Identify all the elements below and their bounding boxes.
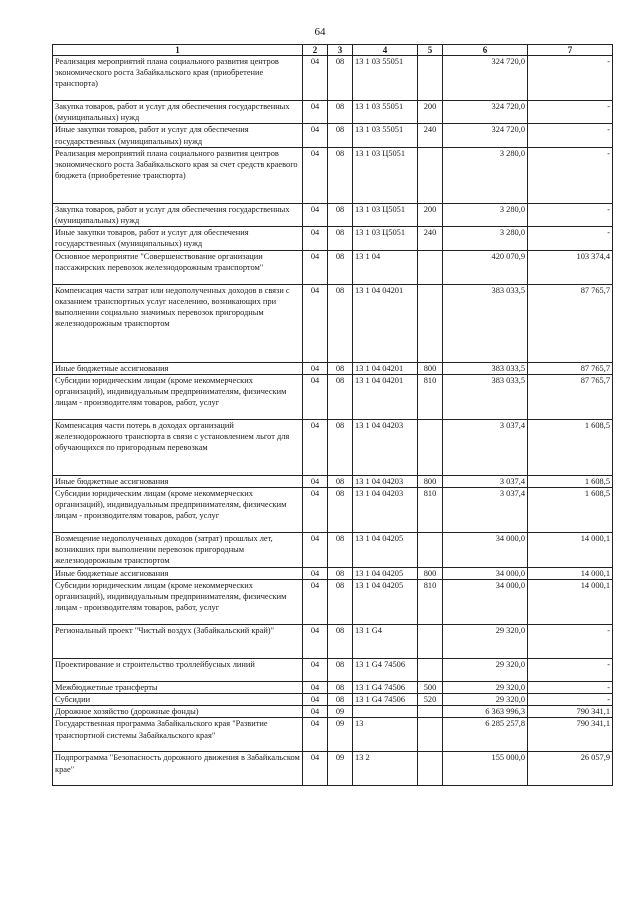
cell-target-article: 13 1 03 Ц5051 <box>353 147 418 203</box>
cell-target-article: 13 1 03 55051 <box>353 124 418 147</box>
cell-section: 04 <box>303 488 328 533</box>
cell-expense-type: 800 <box>418 362 443 374</box>
cell-item-name: Подпрограмма "Безопасность дорожного движения в Забайкальском крае" <box>53 752 303 786</box>
cell-item-name: Дорожное хозяйство (дорожные фонды) <box>53 706 303 718</box>
cell-subsection: 09 <box>328 706 353 718</box>
cell-expense-type: 810 <box>418 374 443 419</box>
cell-amount-2: - <box>528 681 613 693</box>
cell-section: 04 <box>303 475 328 487</box>
table-row <box>53 488 613 533</box>
cell-expense-type: 240 <box>418 124 443 147</box>
cell-expense-type: 800 <box>418 567 443 579</box>
cell-amount-2: 790 341,1 <box>528 718 613 752</box>
table-row <box>53 124 613 147</box>
cell-section: 04 <box>303 579 328 624</box>
cell-amount: 383 033,5 <box>443 362 528 374</box>
cell-amount: 3 280,0 <box>443 203 528 226</box>
cell-subsection: 08 <box>328 567 353 579</box>
cell-section: 04 <box>303 124 328 147</box>
cell-expense-type: 810 <box>418 579 443 624</box>
cell-expense-type: 200 <box>418 101 443 124</box>
table-row <box>53 681 613 693</box>
cell-amount-2: 14 000,1 <box>528 533 613 568</box>
cell-subsection: 08 <box>328 624 353 658</box>
table-row <box>53 250 613 284</box>
cell-expense-type <box>418 658 443 681</box>
table-row <box>53 752 613 786</box>
cell-expense-type: 200 <box>418 203 443 226</box>
cell-amount: 3 280,0 <box>443 227 528 250</box>
cell-amount: 383 033,5 <box>443 284 528 362</box>
cell-item-name: Реализация мероприятий плана социального развития центров экономического роста Забайкальского края за счет средств краевого бюджета (приобретение транспорта) <box>53 147 303 203</box>
table-row <box>53 227 613 250</box>
cell-target-article: 13 1 G4 74506 <box>353 658 418 681</box>
cell-subsection: 08 <box>328 419 353 475</box>
cell-item-name: Региональный проект "Чистый воздух (Забайкальский край)" <box>53 624 303 658</box>
cell-amount: 155 000,0 <box>443 752 528 786</box>
table-row <box>53 284 613 362</box>
table-row <box>53 694 613 706</box>
cell-item-name: Иные закупки товаров, работ и услуг для обеспечения государственных (муниципальных) нужд <box>53 124 303 147</box>
cell-item-name: Субсидии <box>53 694 303 706</box>
cell-expense-type: 800 <box>418 475 443 487</box>
budget-table <box>52 44 613 786</box>
cell-expense-type <box>418 533 443 568</box>
cell-amount: 324 720,0 <box>443 56 528 101</box>
cell-section: 04 <box>303 362 328 374</box>
cell-amount-2: - <box>528 227 613 250</box>
table-row <box>53 706 613 718</box>
cell-target-article <box>353 706 418 718</box>
cell-amount: 3 037,4 <box>443 475 528 487</box>
cell-amount: 29 320,0 <box>443 694 528 706</box>
cell-amount-2: 87 765,7 <box>528 374 613 419</box>
cell-item-name: Иные бюджетные ассигнования <box>53 475 303 487</box>
cell-amount-2: - <box>528 203 613 226</box>
cell-item-name: Компенсация части затрат или недополученных доходов в связи с оказанием транспортных услуг населению, возникающих при выполнении социально значимых перевозок пригородным железнодорожным транспортом <box>53 284 303 362</box>
cell-expense-type: 810 <box>418 488 443 533</box>
cell-item-name: Субсидии юридическим лицам (кроме некоммерческих организаций), индивидуальным предпринимателям, физическим лицам - производителям товаров, работ, услуг <box>53 579 303 624</box>
cell-amount-2: 103 374,4 <box>528 250 613 284</box>
table-row <box>53 658 613 681</box>
cell-section: 04 <box>303 250 328 284</box>
cell-subsection: 08 <box>328 124 353 147</box>
table-row <box>53 419 613 475</box>
table-row <box>53 362 613 374</box>
cell-target-article: 13 1 03 55051 <box>353 56 418 101</box>
cell-amount-2: 87 765,7 <box>528 284 613 362</box>
cell-expense-type <box>418 706 443 718</box>
cell-amount-2: 87 765,7 <box>528 362 613 374</box>
cell-subsection: 08 <box>328 694 353 706</box>
column-header: 4 <box>353 45 418 56</box>
cell-amount-2: 1 608,5 <box>528 475 613 487</box>
cell-section: 04 <box>303 718 328 752</box>
table-row <box>53 533 613 568</box>
column-header: 5 <box>418 45 443 56</box>
cell-target-article: 13 1 03 Ц5051 <box>353 227 418 250</box>
cell-item-name: Проектирование и строительство троллейбусных линий <box>53 658 303 681</box>
cell-section: 04 <box>303 567 328 579</box>
cell-target-article: 13 1 03 Ц5051 <box>353 203 418 226</box>
cell-amount: 383 033,5 <box>443 374 528 419</box>
cell-subsection: 09 <box>328 718 353 752</box>
cell-section: 04 <box>303 227 328 250</box>
cell-amount-2: 26 057,9 <box>528 752 613 786</box>
cell-expense-type <box>418 56 443 101</box>
cell-subsection: 08 <box>328 658 353 681</box>
cell-target-article: 13 1 G4 74506 <box>353 694 418 706</box>
cell-expense-type <box>418 419 443 475</box>
cell-subsection: 08 <box>328 681 353 693</box>
cell-section: 04 <box>303 752 328 786</box>
cell-section: 04 <box>303 203 328 226</box>
cell-section: 04 <box>303 101 328 124</box>
cell-amount: 34 000,0 <box>443 533 528 568</box>
cell-amount-2: 1 608,5 <box>528 419 613 475</box>
cell-amount: 34 000,0 <box>443 579 528 624</box>
cell-item-name: Субсидии юридическим лицам (кроме некоммерческих организаций), индивидуальным предпринимателям, физическим лицам - производителям товаров, работ, услуг <box>53 488 303 533</box>
cell-target-article: 13 <box>353 718 418 752</box>
cell-amount: 29 320,0 <box>443 681 528 693</box>
cell-target-article: 13 1 04 04203 <box>353 419 418 475</box>
cell-item-name: Иные бюджетные ассигнования <box>53 362 303 374</box>
table-row <box>53 475 613 487</box>
table-row <box>53 624 613 658</box>
cell-item-name: Компенсация части потерь в доходах организаций железнодорожного транспорта в связи с установлением льгот для обучающихся по пригородным перевозкам <box>53 419 303 475</box>
cell-section: 04 <box>303 624 328 658</box>
cell-section: 04 <box>303 533 328 568</box>
cell-item-name: Субсидии юридическим лицам (кроме некоммерческих организаций), индивидуальным предпринимателям, физическим лицам - производителям товаров, работ, услуг <box>53 374 303 419</box>
table-body <box>53 56 613 786</box>
cell-amount: 29 320,0 <box>443 658 528 681</box>
cell-amount-2: 1 608,5 <box>528 488 613 533</box>
column-header: 7 <box>528 45 613 56</box>
cell-section: 04 <box>303 706 328 718</box>
table-row <box>53 147 613 203</box>
cell-item-name: Основное мероприятие "Совершенствование организации пассажирских перевозок железнодорожным транспортом" <box>53 250 303 284</box>
cell-item-name: Закупка товаров, работ и услуг для обеспечения государственных (муниципальных) нужд <box>53 203 303 226</box>
table-row <box>53 718 613 752</box>
cell-expense-type <box>418 718 443 752</box>
cell-target-article: 13 2 <box>353 752 418 786</box>
cell-target-article: 13 1 G4 74506 <box>353 681 418 693</box>
cell-subsection: 09 <box>328 752 353 786</box>
cell-target-article: 13 1 04 04201 <box>353 362 418 374</box>
cell-amount-2: - <box>528 624 613 658</box>
cell-expense-type: 500 <box>418 681 443 693</box>
table-row <box>53 203 613 226</box>
cell-expense-type: 240 <box>418 227 443 250</box>
cell-target-article: 13 1 03 55051 <box>353 101 418 124</box>
cell-section: 04 <box>303 694 328 706</box>
cell-expense-type <box>418 250 443 284</box>
cell-amount: 420 070,9 <box>443 250 528 284</box>
cell-amount: 3 037,4 <box>443 488 528 533</box>
cell-subsection: 08 <box>328 488 353 533</box>
cell-subsection: 08 <box>328 250 353 284</box>
column-header: 2 <box>303 45 328 56</box>
cell-target-article: 13 1 04 04205 <box>353 533 418 568</box>
cell-amount: 324 720,0 <box>443 101 528 124</box>
cell-amount-2: 790 341,1 <box>528 706 613 718</box>
cell-expense-type <box>418 284 443 362</box>
cell-target-article: 13 1 04 <box>353 250 418 284</box>
cell-amount: 6 285 257,8 <box>443 718 528 752</box>
cell-subsection: 08 <box>328 56 353 101</box>
cell-item-name: Государственная программа Забайкальского края "Развитие транспортной системы Забайкальского края" <box>53 718 303 752</box>
cell-amount: 324 720,0 <box>443 124 528 147</box>
cell-section: 04 <box>303 56 328 101</box>
cell-subsection: 08 <box>328 284 353 362</box>
header-row <box>53 45 613 56</box>
column-header: 1 <box>53 45 303 56</box>
cell-subsection: 08 <box>328 579 353 624</box>
cell-section: 04 <box>303 147 328 203</box>
cell-section: 04 <box>303 374 328 419</box>
cell-target-article: 13 1 04 04205 <box>353 579 418 624</box>
cell-target-article: 13 1 04 04203 <box>353 488 418 533</box>
cell-subsection: 08 <box>328 475 353 487</box>
cell-subsection: 08 <box>328 362 353 374</box>
cell-section: 04 <box>303 658 328 681</box>
column-header: 3 <box>328 45 353 56</box>
cell-subsection: 08 <box>328 147 353 203</box>
cell-section: 04 <box>303 284 328 362</box>
cell-subsection: 08 <box>328 203 353 226</box>
table-row <box>53 374 613 419</box>
cell-amount: 34 000,0 <box>443 567 528 579</box>
cell-section: 04 <box>303 681 328 693</box>
cell-item-name: Межбюджетные трансферты <box>53 681 303 693</box>
cell-item-name: Закупка товаров, работ и услуг для обеспечения государственных (муниципальных) нужд <box>53 101 303 124</box>
cell-amount-2: - <box>528 147 613 203</box>
table-row <box>53 567 613 579</box>
cell-amount-2: - <box>528 124 613 147</box>
cell-subsection: 08 <box>328 374 353 419</box>
cell-expense-type <box>418 147 443 203</box>
cell-amount: 6 363 996,3 <box>443 706 528 718</box>
cell-subsection: 08 <box>328 533 353 568</box>
cell-amount-2: - <box>528 56 613 101</box>
cell-amount-2: - <box>528 694 613 706</box>
column-header: 6 <box>443 45 528 56</box>
cell-item-name: Иные закупки товаров, работ и услуг для обеспечения государственных (муниципальных) нужд <box>53 227 303 250</box>
cell-amount-2: - <box>528 658 613 681</box>
cell-amount-2: 14 000,1 <box>528 567 613 579</box>
cell-subsection: 08 <box>328 227 353 250</box>
cell-amount-2: 14 000,1 <box>528 579 613 624</box>
cell-expense-type <box>418 752 443 786</box>
cell-section: 04 <box>303 419 328 475</box>
table-row <box>53 101 613 124</box>
cell-amount: 3 037,4 <box>443 419 528 475</box>
cell-target-article: 13 1 04 04201 <box>353 374 418 419</box>
cell-amount: 3 280,0 <box>443 147 528 203</box>
cell-expense-type: 520 <box>418 694 443 706</box>
table-row <box>53 579 613 624</box>
cell-item-name: Реализация мероприятий плана социального развития центров экономического роста Забайкальского края (приобретение транспорта) <box>53 56 303 101</box>
page-number: 64 <box>314 26 326 38</box>
cell-item-name: Иные бюджетные ассигнования <box>53 567 303 579</box>
cell-target-article: 13 1 G4 <box>353 624 418 658</box>
cell-expense-type <box>418 624 443 658</box>
cell-item-name: Возмещение недополученных доходов (затрат) прошлых лет, возникших при выполнении перевозок пригородным железнодорожным транспортом <box>53 533 303 568</box>
cell-amount-2: - <box>528 101 613 124</box>
cell-subsection: 08 <box>328 101 353 124</box>
cell-target-article: 13 1 04 04201 <box>353 284 418 362</box>
cell-target-article: 13 1 04 04205 <box>353 567 418 579</box>
table-row <box>53 56 613 101</box>
cell-target-article: 13 1 04 04203 <box>353 475 418 487</box>
cell-amount: 29 320,0 <box>443 624 528 658</box>
